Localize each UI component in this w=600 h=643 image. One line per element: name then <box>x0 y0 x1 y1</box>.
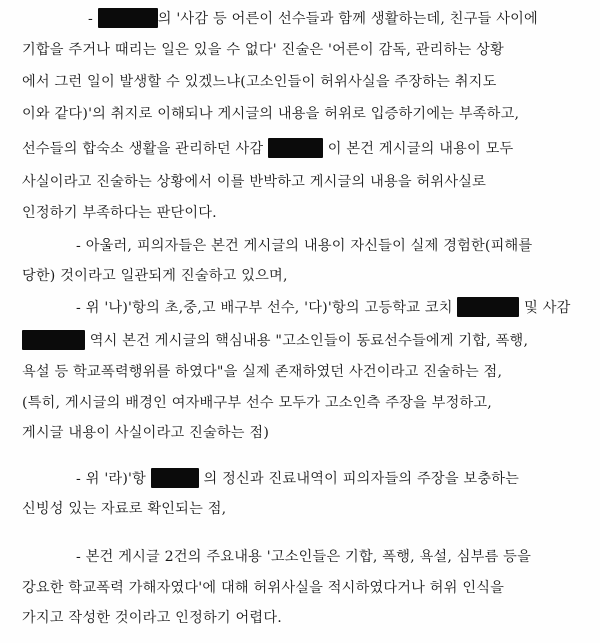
text-segment: 가지고 작성한 것이라고 인정하기 어렵다. <box>22 610 282 626</box>
text-segment: 사실이라고 진술하는 상황에서 이를 반박하고 게시글의 내용을 허위사실로 <box>22 174 487 190</box>
text-line <box>76 547 590 567</box>
text-line <box>22 172 590 192</box>
text-line <box>22 362 590 382</box>
text-line <box>22 266 590 286</box>
text-line <box>22 138 590 159</box>
text-segment: - 본건 게시글 2건의 주요내용 '고소인들은 기합, 폭행, 욕설, 심부름 등을 <box>76 549 531 565</box>
text-line <box>22 393 590 413</box>
text-segment: 의 '사감 등 어른이 선수들과 함께 생활하는데, 친구들 사이에 <box>157 11 538 27</box>
text-segment: 당한) 것이라고 일관되게 진술하고 있으며, <box>22 268 288 284</box>
redaction-box <box>98 8 158 28</box>
text-segment: 이 본건 게시글의 내용이 모두 <box>323 141 514 157</box>
text-segment: 역시 본건 게시글의 핵심내용 "고소인들이 동료선수들에게 기합, 폭행, <box>85 333 529 349</box>
text-segment: 의 정신과 진료내역이 피의자들의 주장을 보충하는 <box>198 471 520 487</box>
redaction-box <box>457 297 519 317</box>
text-line <box>22 423 590 443</box>
text-segment: - <box>88 11 98 27</box>
text-line <box>76 236 590 256</box>
text-line <box>22 578 590 598</box>
text-segment: - 위 '나)'항의 초,중,고 배구부 선수, '다)'항의 고등학교 코치 <box>76 300 458 316</box>
text-segment: - 아울러, 피의자들은 본건 게시글의 내용이 자신들이 실제 경험한(피해를 <box>76 238 533 254</box>
text-segment: 신빙성 있는 자료로 확인되는 점, <box>22 501 227 517</box>
text-line <box>22 608 590 628</box>
text-line <box>22 40 590 60</box>
text-line <box>22 72 590 92</box>
text-segment: 욕설 등 학교폭력행위를 하였다"을 실제 존재하였던 사건이라고 진술하는 점, <box>22 364 503 380</box>
text-line <box>22 104 590 124</box>
text-segment: 기합을 주거나 때리는 일은 있을 수 없다' 진술은 '어른이 감독, 관리하는 상황 <box>22 42 504 58</box>
text-line <box>22 203 590 223</box>
text-segment: 에서 그런 일이 발생할 수 있겠느냐(고소인들이 허위사실을 주장하는 취지도 <box>22 74 497 90</box>
text-line <box>76 297 590 318</box>
text-segment: 및 사감 <box>519 300 571 316</box>
text-segment: 강요한 학교폭력 가해자였다'에 대해 허위사실을 적시하였다거나 허위 인식을 <box>22 580 505 596</box>
text-segment: 이와 같다)'의 취지로 이해되나 게시글의 내용을 허위로 입증하기에는 부족하고, <box>22 106 520 122</box>
redaction-box <box>22 330 85 350</box>
text-segment: - 위 '라)'항 <box>76 471 151 487</box>
text-line <box>22 330 590 351</box>
text-segment: 인정하기 부족하다는 판단이다. <box>22 205 217 221</box>
text-line <box>88 8 590 29</box>
text-segment: 게시글 내용이 사실이라고 진술하는 점) <box>22 425 270 441</box>
text-line <box>76 468 590 489</box>
text-segment: 선수들의 합숙소 생활을 관리하던 사감 <box>22 141 269 157</box>
text-segment: (특히, 게시글의 배경인 여자배구부 선수 모두가 고소인측 주장을 부정하고, <box>22 395 492 411</box>
redaction-box <box>151 468 199 488</box>
text-line <box>22 499 590 519</box>
redaction-box <box>268 138 323 158</box>
